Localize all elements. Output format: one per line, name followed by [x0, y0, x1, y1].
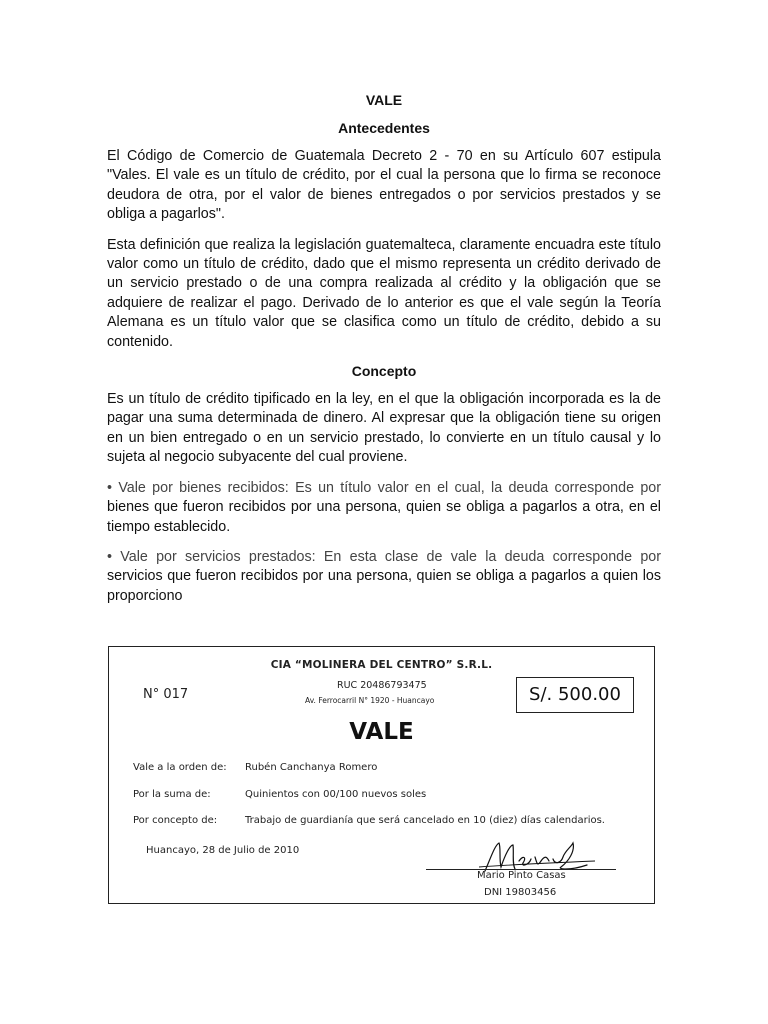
- paragraph-1: El Código de Comercio de Guatemala Decreto 2 - 70 en su Artículo 607 estipula "Vales. El vale es un título de crédito, por el cual la persona que lo firma se reconoce deudora de otra, por el valor de bienes entregados o por servicios prestados y se obliga a pagarlos".: [107, 148, 661, 223]
- value-orden: Rubén Canchanya Romero: [245, 762, 378, 773]
- paragraph-3: Es un título de crédito tipificado en la ley, en el que la obligación incorporada es la de pagar una suma determinada de dinero. Al expresar que la obligación tiene su origen en un bien entregado o en un servicio prestado, lo convierte en un título causal y lo sujeta al negocio subyacente del cual proviene.: [107, 391, 661, 466]
- amount-box: S/. 500.00: [516, 677, 634, 713]
- document-body: [107, 92, 661, 617]
- paragraph-2: Esta definición que realiza la legislación guatemalteca, claramente encuadra este título valor como un título de crédito, dado que el mismo representa un crédito derivado de un servicio prestado o de una compra realizada al crédito y la obligación que se adquiere de realizar el pago. Derivado de lo anterior es que el vale según la Teoría Alemana es un título valor que se clasifica como un título de crédito, debido a su contenido.: [107, 236, 661, 350]
- doc-title: VALE: [365, 92, 403, 108]
- bullet-bienes: [107, 479, 661, 537]
- label-concepto: Por concepto de:: [133, 815, 218, 826]
- company-name: CIA “MOLINERA DEL CENTRO” S.R.L.: [270, 659, 493, 671]
- signer-name: Mario Pinto Casas: [477, 870, 566, 881]
- company-ruc: RUC 20486793475: [337, 680, 427, 691]
- voucher-number: N° 017: [143, 687, 189, 702]
- bullet-bienes-rest: bienes que fueron recibidos por una persona, quien se obliga a pagarlos a otra, en el tiempo establecido.: [107, 499, 661, 535]
- bullet-servicios: [107, 548, 661, 606]
- signer-dni: DNI 19803456: [484, 887, 557, 898]
- bullet-servicios-lead: • Vale por servicios prestados: En esta clase de vale la deuda corresponde por: [107, 548, 661, 565]
- value-concepto: Trabajo de guardianía que será cancelado en 10 (diez) días calendarios.: [245, 815, 605, 826]
- label-orden: Vale a la orden de:: [133, 762, 227, 773]
- place-date: Huancayo, 28 de Julio de 2010: [146, 845, 300, 856]
- section-heading-antecedentes: Antecedentes: [338, 120, 430, 136]
- voucher-heading: VALE: [349, 719, 414, 745]
- value-suma: Quinientos con 00/100 nuevos soles: [245, 789, 427, 800]
- company-address: Av. Ferrocarril N° 1920 - Huancayo: [305, 696, 435, 705]
- section-heading-concepto: Concepto: [351, 363, 417, 380]
- bullet-bienes-lead: • Vale por bienes recibidos: Es un título valor en el cual, la deuda corresponde por: [107, 479, 661, 496]
- bullet-servicios-rest: servicios que fueron recibidos por una persona, quien se obliga a pagarlos a quien los proporciono: [107, 568, 661, 604]
- vale-voucher: [108, 646, 655, 904]
- label-suma: Por la suma de:: [133, 789, 211, 800]
